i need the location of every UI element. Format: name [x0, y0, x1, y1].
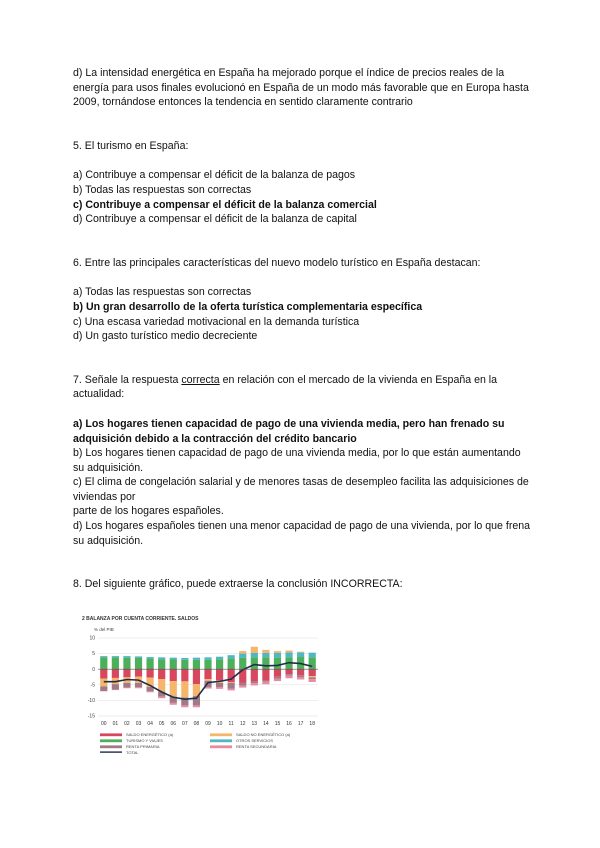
q7-option-d: d) Los hogares españoles tienen una menor capacidad de pago de una vivienda, por lo que frena su adquisición. [73, 520, 531, 547]
legend-swatch [100, 739, 122, 742]
bar-segment [297, 652, 304, 653]
bar-segment [100, 657, 107, 669]
legend-swatch [210, 739, 232, 742]
legend-label: SALDO ENERGÉTICO (a) [126, 732, 174, 737]
bar-segment [158, 659, 165, 669]
bar-segment [170, 660, 177, 670]
x-tick-label: 06 [170, 721, 177, 727]
x-tick-label: 17 [297, 721, 304, 727]
q4-option-d: d) La intensidad energética en España ha mejorado porque el índice de precios reales de la energía para usos finales evolucionó en España de un modo más favorable que en Europa hasta 2009, tornándose entonces la tendencia en sentido claramente contrario [73, 67, 529, 109]
bar-segment [285, 669, 292, 674]
bar-segment [135, 683, 142, 687]
x-tick-label: 12 [239, 721, 246, 727]
bar-segment [147, 691, 154, 692]
bar-segment [216, 683, 223, 687]
x-tick-label: 09 [205, 721, 211, 727]
y-tick-label: -5 [90, 682, 95, 689]
x-tick-label: 10 [216, 721, 223, 727]
bar-segment [123, 669, 130, 677]
bar-segment [309, 677, 316, 679]
chart-bars [100, 647, 316, 708]
bar-segment [251, 647, 258, 653]
x-tick-label: 18 [309, 721, 315, 727]
bar-segment [228, 682, 235, 683]
bar-segment [239, 686, 246, 688]
q7-option-c: c) El clima de congelación salarial y de menores tasas de desempleo facilita las adquisiciones de viviendas por [73, 476, 529, 503]
bar-segment [228, 658, 235, 669]
bar-segment [170, 669, 177, 681]
current-account-chart [78, 612, 328, 762]
bar-segment [239, 658, 246, 670]
bar-segment [112, 656, 119, 657]
chart-axis [88, 636, 318, 727]
bar-segment [100, 669, 107, 678]
x-tick-label: 11 [228, 721, 234, 727]
q7-question [73, 373, 533, 402]
bar-segment [123, 658, 130, 670]
bar-segment [285, 650, 292, 652]
bar-segment [193, 705, 200, 707]
bar-segment [100, 656, 107, 657]
bar-segment [297, 677, 304, 679]
bar-segment [170, 658, 177, 660]
x-tick-label: 04 [147, 721, 153, 727]
q6-option-d: d) Un gasto turístico medio decreciente [73, 330, 258, 343]
bar-segment [204, 657, 211, 659]
q5-option-a: a) Contribuye a compensar el déficit de la balanza de pagos [73, 169, 356, 182]
bar-segment [193, 669, 200, 684]
bar-segment [274, 651, 281, 653]
bar-segment [239, 654, 246, 658]
bar-segment [251, 681, 258, 683]
x-tick-label: 00 [101, 721, 107, 727]
legend-swatch [100, 733, 122, 736]
bar-segment [262, 682, 269, 684]
bar-segment [181, 705, 188, 707]
legend-swatch [100, 745, 122, 748]
bar-segment [228, 689, 235, 691]
q6-option-a: a) Todas las respuestas son correctas [73, 286, 252, 299]
bar-segment [100, 686, 107, 691]
bar-segment [135, 658, 142, 669]
q5-option-c-correct: c) Contribuye a compensar el déficit de la balanza comercial [73, 198, 377, 211]
bar-segment [309, 657, 316, 669]
q8-question: 8. Del siguiente gráfico, puede extraerse la conclusión INCORRECTA: [73, 578, 403, 591]
bar-segment [147, 659, 154, 670]
legend-swatch [210, 733, 232, 736]
x-tick-label: 01 [112, 721, 119, 727]
bar-segment [251, 657, 258, 669]
x-tick-label: 16 [286, 721, 292, 727]
q7-question-post: en relación con el mercado de la vivienda en España en la actualidad: [73, 373, 498, 401]
bar-segment [262, 669, 269, 680]
bar-segment [216, 669, 223, 680]
q6-question: 6. Entre las principales características del nuevo modelo turístico en España destacan: [73, 256, 481, 269]
bar-segment [274, 658, 281, 670]
y-tick-label: 0 [92, 666, 95, 673]
bar-segment [170, 681, 177, 697]
legend-swatch [210, 745, 232, 748]
x-tick-label: 03 [135, 721, 142, 727]
bar-segment [181, 681, 188, 697]
bar-segment [123, 688, 130, 689]
y-tick-label: -10 [87, 698, 95, 704]
q5-question: 5. El turismo en España: [73, 139, 189, 152]
q7-option-b: b) Los hogares tienen capacidad de pago de una vivienda media, por lo que están aumentando su adquisición. [73, 447, 521, 474]
q7-question-pre: 7. Señale la respuesta [73, 373, 182, 386]
y-tick-label: 10 [89, 635, 95, 642]
bar-segment [193, 658, 200, 660]
bar-segment [274, 669, 281, 676]
bar-segment [112, 657, 119, 669]
q6-option-b-correct: b) Un gran desarrollo de la oferta turística complementaria específica [73, 300, 423, 313]
x-tick-label: 15 [274, 721, 281, 727]
bar-segment [262, 653, 269, 657]
bar-segment [309, 669, 316, 676]
bar-segment [135, 669, 142, 676]
legend-label: RENTA PRIMARIA [126, 744, 160, 749]
legend-label: OTROS SERVICIOS [236, 738, 274, 743]
bar-segment [239, 651, 246, 653]
bar-segment [285, 652, 292, 657]
bar-segment [216, 659, 223, 669]
q6-option-c: c) Una escasa variedad motivacional en la demanda turística [73, 315, 360, 328]
bar-segment [112, 684, 119, 690]
bar-segment [147, 669, 154, 677]
bar-segment [309, 653, 316, 658]
bar-segment [251, 669, 258, 681]
legend-label: TURISMO Y VIAJES [126, 738, 163, 743]
bar-segment [309, 676, 316, 677]
bar-segment [274, 653, 281, 658]
q5-option-b: b) Todas las respuestas son correctas [73, 183, 252, 196]
bar-segment [297, 669, 304, 675]
chart-legend [100, 732, 291, 755]
bar-segment [285, 676, 292, 678]
x-tick-label: 14 [263, 721, 269, 727]
bar-segment [228, 655, 235, 658]
bar-segment [274, 679, 281, 681]
bar-segment [181, 660, 188, 669]
x-tick-label: 02 [124, 721, 130, 727]
bar-segment [135, 656, 142, 658]
bar-segment [193, 660, 200, 669]
bar-segment [204, 669, 211, 679]
y-tick-label: 5 [92, 651, 95, 658]
chart-ylabel: % del PIB [94, 627, 114, 632]
bar-segment [285, 674, 292, 676]
x-tick-label: 05 [158, 721, 165, 727]
bar-segment [239, 683, 246, 686]
chart-title: 2 BALANZA POR CUENTA CORRIENTE. SALDOS [82, 616, 199, 622]
bar-segment [170, 703, 177, 705]
x-tick-label: 07 [182, 721, 188, 727]
y-tick-label: -15 [87, 713, 95, 720]
bar-segment [262, 680, 269, 681]
document-page [73, 66, 533, 592]
legend-label: TOTAL [126, 750, 139, 755]
legend-swatch [100, 751, 122, 752]
legend-label: RENTA SECUNDARIA [236, 744, 277, 749]
q5-option-d: d) Contribuye a compensar el déficit de la balanza de capital [73, 213, 357, 226]
bar-segment [216, 687, 223, 689]
legend-label: SALDO NO ENERGÉTICO (a) [236, 732, 291, 737]
bar-segment [309, 679, 316, 682]
bar-segment [181, 669, 188, 681]
bar-segment [123, 656, 130, 658]
bar-segment [181, 658, 188, 660]
bar-segment [262, 650, 269, 653]
x-tick-label: 13 [251, 721, 258, 727]
bar-segment [228, 683, 235, 689]
bar-segment [158, 657, 165, 659]
bar-segment [204, 660, 211, 669]
bar-segment [274, 677, 281, 679]
bar-segment [158, 697, 165, 699]
bar-segment [251, 653, 258, 657]
bar-segment [297, 675, 304, 677]
bar-segment [262, 657, 269, 669]
bar-segment [158, 669, 165, 679]
bar-segment [251, 683, 258, 685]
bar-segment [297, 652, 304, 657]
bar-segment [123, 683, 130, 688]
q7-question-underlined: correcta [181, 373, 220, 386]
x-tick-label: 08 [193, 721, 200, 727]
bar-segment [147, 657, 154, 659]
q7-option-a-correct: a) Los hogares tienen capacidad de pago de una vivienda media, pero han frenado su adquisición debido a la contracción del crédito bancario [73, 417, 505, 445]
q7-option-c-continued: parte de los hogares españoles. [73, 505, 224, 518]
bar-segment [135, 687, 142, 688]
bar-segment [204, 679, 211, 681]
bar-segment [112, 669, 119, 678]
bar-segment [216, 657, 223, 659]
